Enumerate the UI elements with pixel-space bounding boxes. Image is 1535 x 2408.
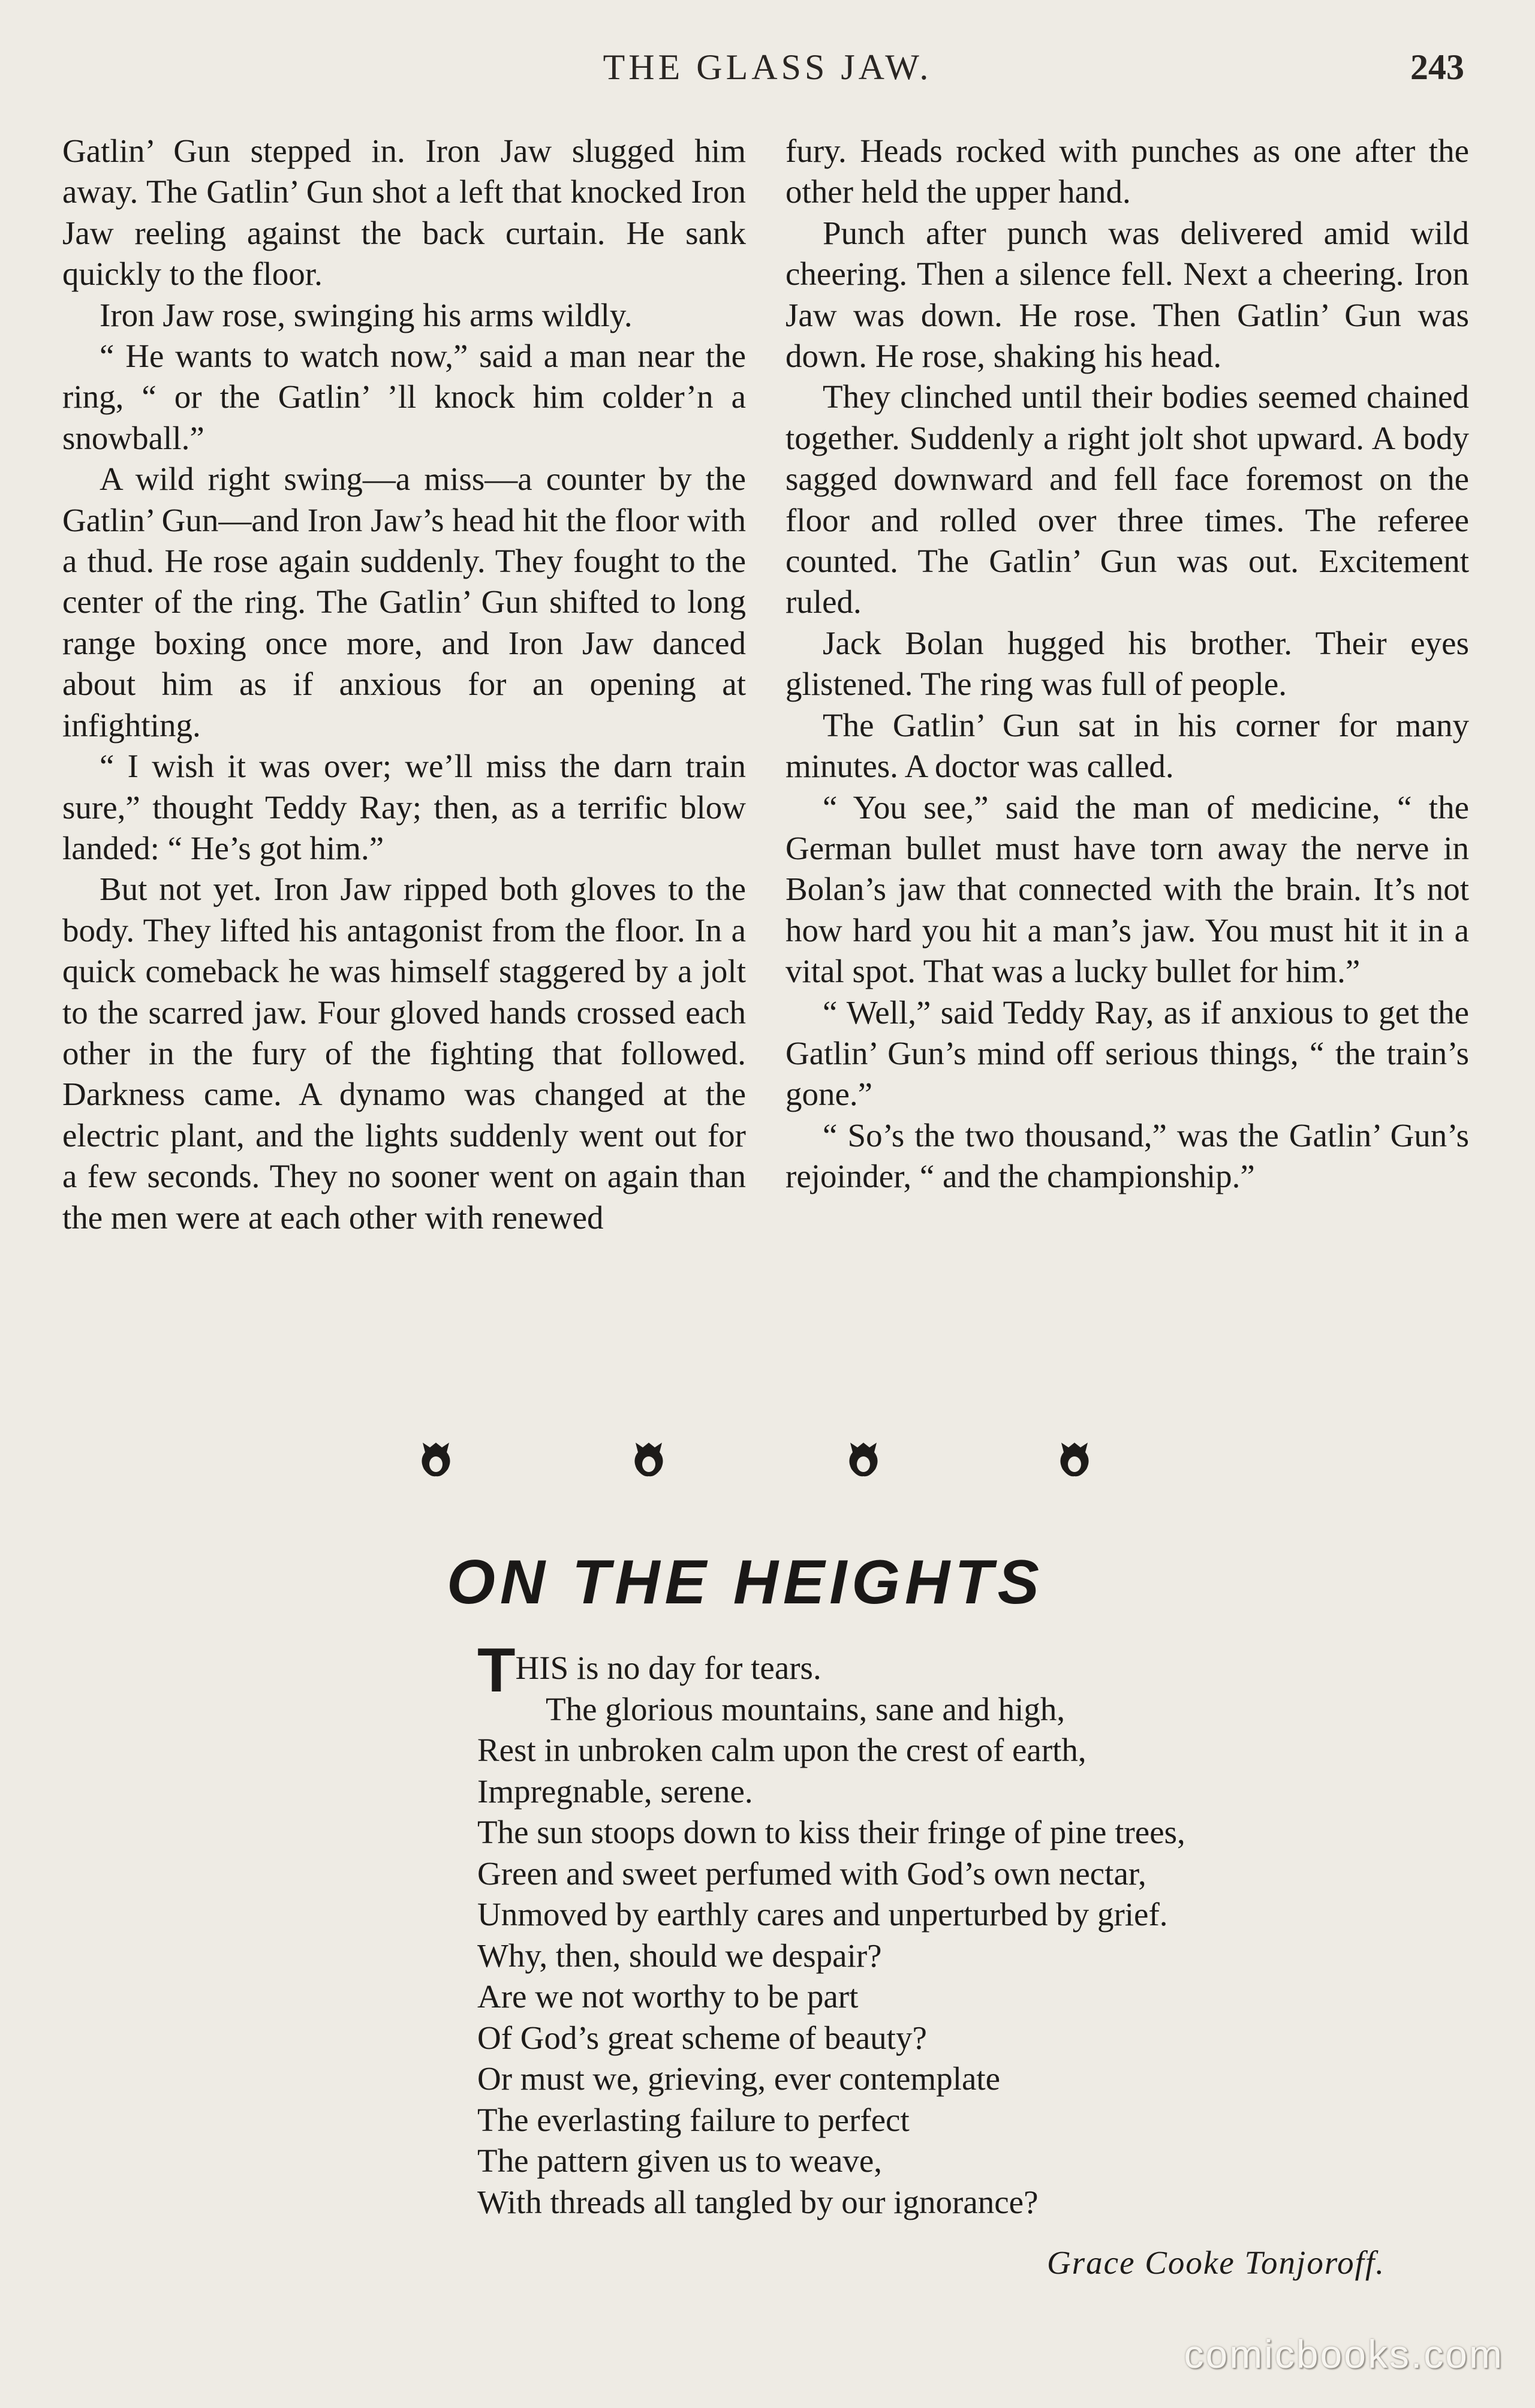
paragraph: Punch after punch was delivered amid wild cheering. Then a silence fell. Next a cheering. Iron Jaw was down. He rose. Then Gatlin’ Gun was down. He rose, shaking his head. [785,214,1469,375]
fleuron-icon [418,1439,454,1479]
poem-line: Green and sweet perfumed with God’s own nectar, [477,1855,1146,1892]
poem-title: ON THE HEIGHTS [447,1548,1045,1617]
poem-line: Are we not worthy to be part [477,1978,859,2015]
paragraph: They clinched until their bodies seemed chained together. Suddenly a right jolt shot upward. A body sagged downward and fell face foremost on the floor and rolled over three times. The referee counted. The Gatlin’ Gun was out. Excitement ruled. [785,378,1469,621]
paragraph: Gatlin’ Gun stepped in. Iron Jaw slugged him away. The Gatlin’ Gun shot a left that knocked Iron Jaw reeling against the back curtain. He sank quickly to the floor. [62,133,746,293]
paragraph: “ You see,” said the man of medicine, “ the German bullet must have torn away the nerve in Bolan’s jaw that connected with the brain. It’s not how hard you hit a man’s jaw. You must hit it in a vital spot. That was a lucky bullet for him.” [785,788,1469,990]
poem-line: The sun stoops down to kiss their fringe of pine trees, [477,1814,1185,1850]
left-text-column [62,131,746,1238]
fleuron-icon [1057,1439,1092,1479]
paragraph: A wild right swing—a miss—a counter by the Gatlin’ Gun—and Iron Jaw’s head hit the floor with a thud. He rose again suddenly. They fought to the center of the ring. The Gatlin’ Gun shifted to long range boxing once more, and Iron Jaw danced about him as if anxious for an opening at infighting. [62,460,746,744]
paragraph: “ I wish it was over; we’ll miss the darn train sure,” thought Teddy Ray; then, as a terrific blow landed: “ He’s got him.” [62,748,746,866]
drop-cap: T [477,1636,516,1705]
poem-body [477,1636,1437,2223]
fleuron-icon [845,1439,881,1479]
poem-line: The pattern given us to weave, [477,2142,883,2179]
paragraph: “ So’s the two thousand,” was the Gatlin’ Gun’s rejoinder, “ and the championship.” [785,1116,1469,1195]
paragraph: Jack Bolan hugged his brother. Their eyes glistened. The ring was full of people. [785,624,1469,703]
paragraph: fury. Heads rocked with punches as one after the other held the upper hand. [785,133,1469,210]
poem-line: Or must we, grieving, ever contemplate [477,2060,1001,2097]
poem-line: Of God’s great scheme of beauty? [477,2019,927,2056]
poem-line: With threads all tangled by our ignorance? [477,2183,1039,2220]
page-number: 243 [1410,47,1464,87]
poem-line: Rest in unbroken calm upon the crest of earth, [477,1732,1086,1768]
right-text-column [785,131,1469,1197]
paragraph: “ He wants to watch now,” said a man near the ring, “ or the Gatlin’ ’ll knock him colder’n a snowball.” [62,338,746,456]
poem-line: Impregnable, serene. [477,1772,753,1810]
ornament-divider [0,1439,1535,1487]
paragraph: The Gatlin’ Gun sat in his corner for many minutes. A doctor was called. [785,706,1469,785]
fleuron-icon [631,1439,667,1479]
poem-line: Why, then, should we despair? [477,1937,882,1974]
poem-line-text: HIS is no day for tears. [515,1650,821,1686]
poem-line: The glorious mountains, sane and high, [546,1690,1066,1727]
poem-first-line [477,1636,1437,1705]
watermark: comicbooks.com [1184,2332,1504,2376]
paragraph: Iron Jaw rose, swinging his arms wildly. [100,296,633,333]
poem-author: Grace Cooke Tonjoroff. [1047,2244,1385,2281]
paragraph: But not yet. Iron Jaw ripped both gloves to the body. They lifted his antagonist from the floor. In a quick comeback he was himself staggered by a jolt to the scarred jaw. Four gloved hands crossed each other in the fury of the fighting that followed. Darkness came. A dynamo was changed at the electric plant, and the lights suddenly went out for a few seconds. They no sooner went on again than the men were at each other with renewed [62,871,746,1236]
running-header-title: THE GLASS JAW. [603,47,932,87]
poem-line: The everlasting failure to perfect [477,2101,910,2138]
poem-line: Unmoved by earthly cares and unperturbed by grief. [477,1896,1168,1933]
paragraph: “ Well,” said Teddy Ray, as if anxious to get the Gatlin’ Gun’s mind off serious things, “ the train’s gone.” [785,994,1469,1113]
